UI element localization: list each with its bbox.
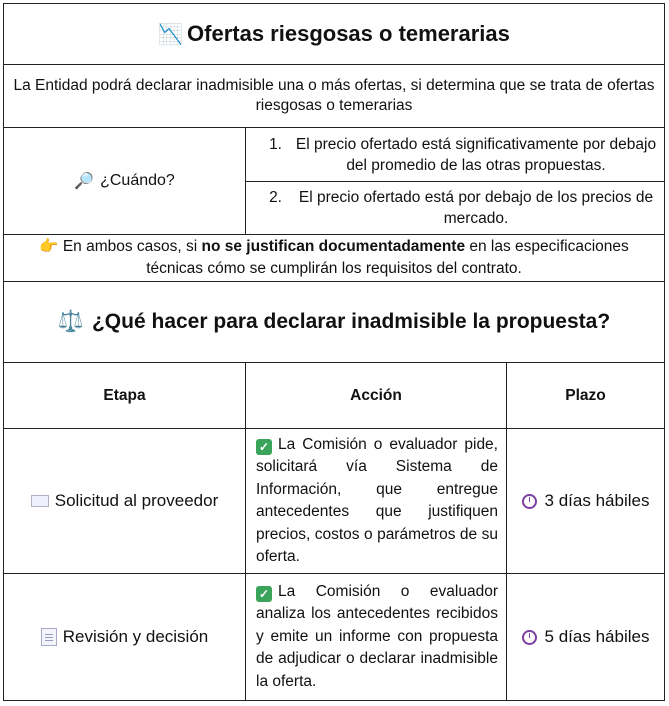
list-number: 2. [269,189,282,206]
header-accion: Acción [245,362,507,429]
stage-label: Revisión y decisión [62,627,209,646]
pointing-hand-icon: 👉 [39,238,59,255]
action-text: La Comisión o evaluador pide, solicitará vía Sistema de Información, que entregue antecedentes que justifiquen precios, costos o parámetros de su oferta. [256,435,498,565]
section-title-row [3,281,665,363]
when-label-cell [3,127,246,235]
header-plazo: Plazo [506,362,665,429]
list-item-text: El precio ofertado está por debajo de los precios de mercado. [298,189,654,227]
term-text: 5 días hábiles [544,627,650,646]
stage-cell [3,573,246,701]
note-bold: no se justifican documentadamente [201,238,466,255]
action-cell [245,428,507,574]
check-mark-icon: ✓ [256,586,272,602]
note-post: en las especificaciones técnicas cómo se cumplirán los requisitos del contrato. [146,238,629,277]
section-title: ¿Qué hacer para declarar inadmisible la propuesta? [91,310,611,333]
intro-text: La Entidad podrá declarar inadmisible una o más ofertas, si determina que se trata de ofertas riesgosas o temerarias [13,77,655,114]
action-text: La Comisión o evaluador analiza los antecedentes recibidos y emite un informe con propuesta de adjudicar o declarar inadmisible la oferta. [256,582,498,690]
header-etapa: Etapa [3,362,246,429]
list-number: 1. [269,135,282,153]
chart-decreasing-icon: 📉 [158,23,184,46]
envelope-icon [31,495,49,507]
stage-label: Solicitud al proveedor [54,491,219,510]
term-cell [506,573,665,701]
stopwatch-icon [522,630,537,645]
term-text: 3 días hábiles [544,491,650,510]
note-text [12,236,656,280]
when-label: ¿Cuándo? [100,172,175,189]
page-title: Ofertas riesgosas o temerarias [187,21,510,46]
document-icon [41,628,57,646]
check-mark-icon: ✓ [256,439,272,455]
note-pre: En ambos casos, si [62,238,202,255]
term-cell [506,428,665,574]
list-item-text: El precio ofertado está significativamente por debajo del promedio de las otras propuestas. [295,135,657,174]
stage-cell [3,428,246,574]
when-item-1 [245,127,665,182]
action-cell [245,573,507,701]
magnifier-icon: 🔎 [74,173,95,190]
note-row [3,234,665,282]
title-row [3,3,665,65]
intro-row [3,64,665,128]
stopwatch-icon [522,494,537,509]
when-item-2 [245,181,665,235]
balance-scale-icon: ⚖️ [57,310,84,333]
